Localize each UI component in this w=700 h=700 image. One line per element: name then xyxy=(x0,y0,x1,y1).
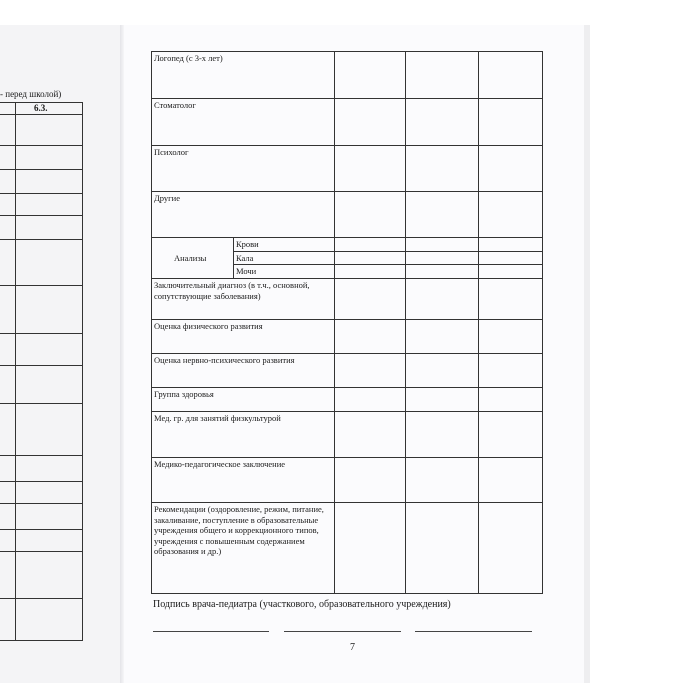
left-table-rule xyxy=(0,169,82,170)
table-cell[interactable] xyxy=(335,411,406,457)
table-cell[interactable] xyxy=(335,265,406,279)
table-cell[interactable] xyxy=(479,411,543,457)
left-table-rule xyxy=(0,215,82,216)
table-cell[interactable] xyxy=(406,278,479,319)
table-cell[interactable] xyxy=(406,265,479,279)
table-cell[interactable] xyxy=(335,251,406,265)
left-table-rule xyxy=(0,365,82,366)
left-table-rule xyxy=(0,455,82,456)
table-cell[interactable] xyxy=(335,52,406,99)
table-row xyxy=(152,387,543,411)
left-page-table xyxy=(0,102,83,641)
row-label: Стоматолог xyxy=(152,99,335,146)
table-cell[interactable] xyxy=(335,99,406,146)
table-cell[interactable] xyxy=(479,52,543,99)
left-table-rule xyxy=(0,503,82,504)
table-cell[interactable] xyxy=(479,353,543,387)
left-table-rule xyxy=(0,403,82,404)
table-cell[interactable] xyxy=(479,319,543,353)
row-label: Психолог xyxy=(152,146,335,192)
table-cell[interactable] xyxy=(335,457,406,502)
left-table-rule xyxy=(0,193,82,194)
left-page xyxy=(0,25,122,683)
analysis-item: Мочи xyxy=(234,265,335,279)
row-label: Рекомендации (оздоровление, режим, питание, закаливание, поступление в образовательные учреждения общего и коррекционного типов, учреждения с повышенным содержанием образования и др.) xyxy=(152,502,335,593)
table-cell[interactable] xyxy=(335,238,406,252)
medical-form-table xyxy=(151,51,543,594)
table-cell[interactable] xyxy=(479,251,543,265)
table-row xyxy=(152,99,543,146)
table-cell[interactable] xyxy=(479,99,543,146)
row-label: Мед. гр. для занятий физкультурой xyxy=(152,411,335,457)
table-cell[interactable] xyxy=(406,319,479,353)
table-cell[interactable] xyxy=(406,146,479,192)
analysis-item: Кала xyxy=(234,251,335,265)
table-row xyxy=(152,457,543,502)
table-cell[interactable] xyxy=(406,238,479,252)
table-cell[interactable] xyxy=(406,353,479,387)
table-cell[interactable] xyxy=(479,278,543,319)
left-table-rule xyxy=(0,145,82,146)
table-cell[interactable] xyxy=(479,457,543,502)
signature-caption: Подпись врача-педиатра (участкового, образовательного учреждения) xyxy=(153,599,451,610)
row-label: Группа здоровья xyxy=(152,387,335,411)
table-cell[interactable] xyxy=(406,502,479,593)
signature-line[interactable] xyxy=(284,631,401,632)
left-table-rule xyxy=(0,239,82,240)
left-table-column-divider xyxy=(15,103,16,640)
left-table-rule xyxy=(0,551,82,552)
page-number: 7 xyxy=(350,642,355,653)
table-cell[interactable] xyxy=(479,192,543,238)
table-cell[interactable] xyxy=(335,192,406,238)
table-cell[interactable] xyxy=(406,411,479,457)
table-row xyxy=(152,278,543,319)
table-row xyxy=(152,411,543,457)
table-cell[interactable] xyxy=(406,387,479,411)
left-table-rule xyxy=(0,529,82,530)
left-table-rule xyxy=(0,598,82,599)
table-cell[interactable] xyxy=(335,319,406,353)
table-row xyxy=(152,353,543,387)
table-row xyxy=(152,502,543,593)
table-cell[interactable] xyxy=(479,387,543,411)
table-cell[interactable] xyxy=(479,502,543,593)
signature-line[interactable] xyxy=(415,631,532,632)
table-cell[interactable] xyxy=(335,146,406,192)
left-table-rule xyxy=(0,481,82,482)
left-page-header: - перед школой) xyxy=(0,89,62,99)
table-cell[interactable] xyxy=(406,52,479,99)
row-label: Логопед (с 3-х лет) xyxy=(152,52,335,99)
table-cell[interactable] xyxy=(406,99,479,146)
table-cell[interactable] xyxy=(479,265,543,279)
analysis-item: Крови xyxy=(234,238,335,252)
table-cell[interactable] xyxy=(479,238,543,252)
row-label: Оценка нервно-психического развития xyxy=(152,353,335,387)
left-table-rule xyxy=(0,114,82,115)
table-cell[interactable] xyxy=(335,353,406,387)
left-table-column-label: 6.3. xyxy=(34,103,48,113)
table-cell[interactable] xyxy=(335,278,406,319)
table-cell[interactable] xyxy=(335,502,406,593)
left-table-rule xyxy=(0,333,82,334)
table-row xyxy=(152,192,543,238)
left-table-rule xyxy=(0,285,82,286)
table-row xyxy=(152,146,543,192)
table-row xyxy=(152,319,543,353)
row-label: Оценка физического развития xyxy=(152,319,335,353)
page-edge-shadow xyxy=(584,25,590,683)
table-row xyxy=(152,52,543,99)
row-label: Заключительный диагноз (в т.ч., основной, сопутствующие заболевания) xyxy=(152,278,335,319)
row-label: Другие xyxy=(152,192,335,238)
table-cell[interactable] xyxy=(479,146,543,192)
table-cell[interactable] xyxy=(406,457,479,502)
signature-line[interactable] xyxy=(153,631,269,632)
table-cell[interactable] xyxy=(406,251,479,265)
table-row xyxy=(152,238,543,252)
table-cell[interactable] xyxy=(335,387,406,411)
table-cell[interactable] xyxy=(406,192,479,238)
row-label: Медико-педагогическое заключение xyxy=(152,457,335,502)
analyses-label: Анализы xyxy=(152,238,234,279)
